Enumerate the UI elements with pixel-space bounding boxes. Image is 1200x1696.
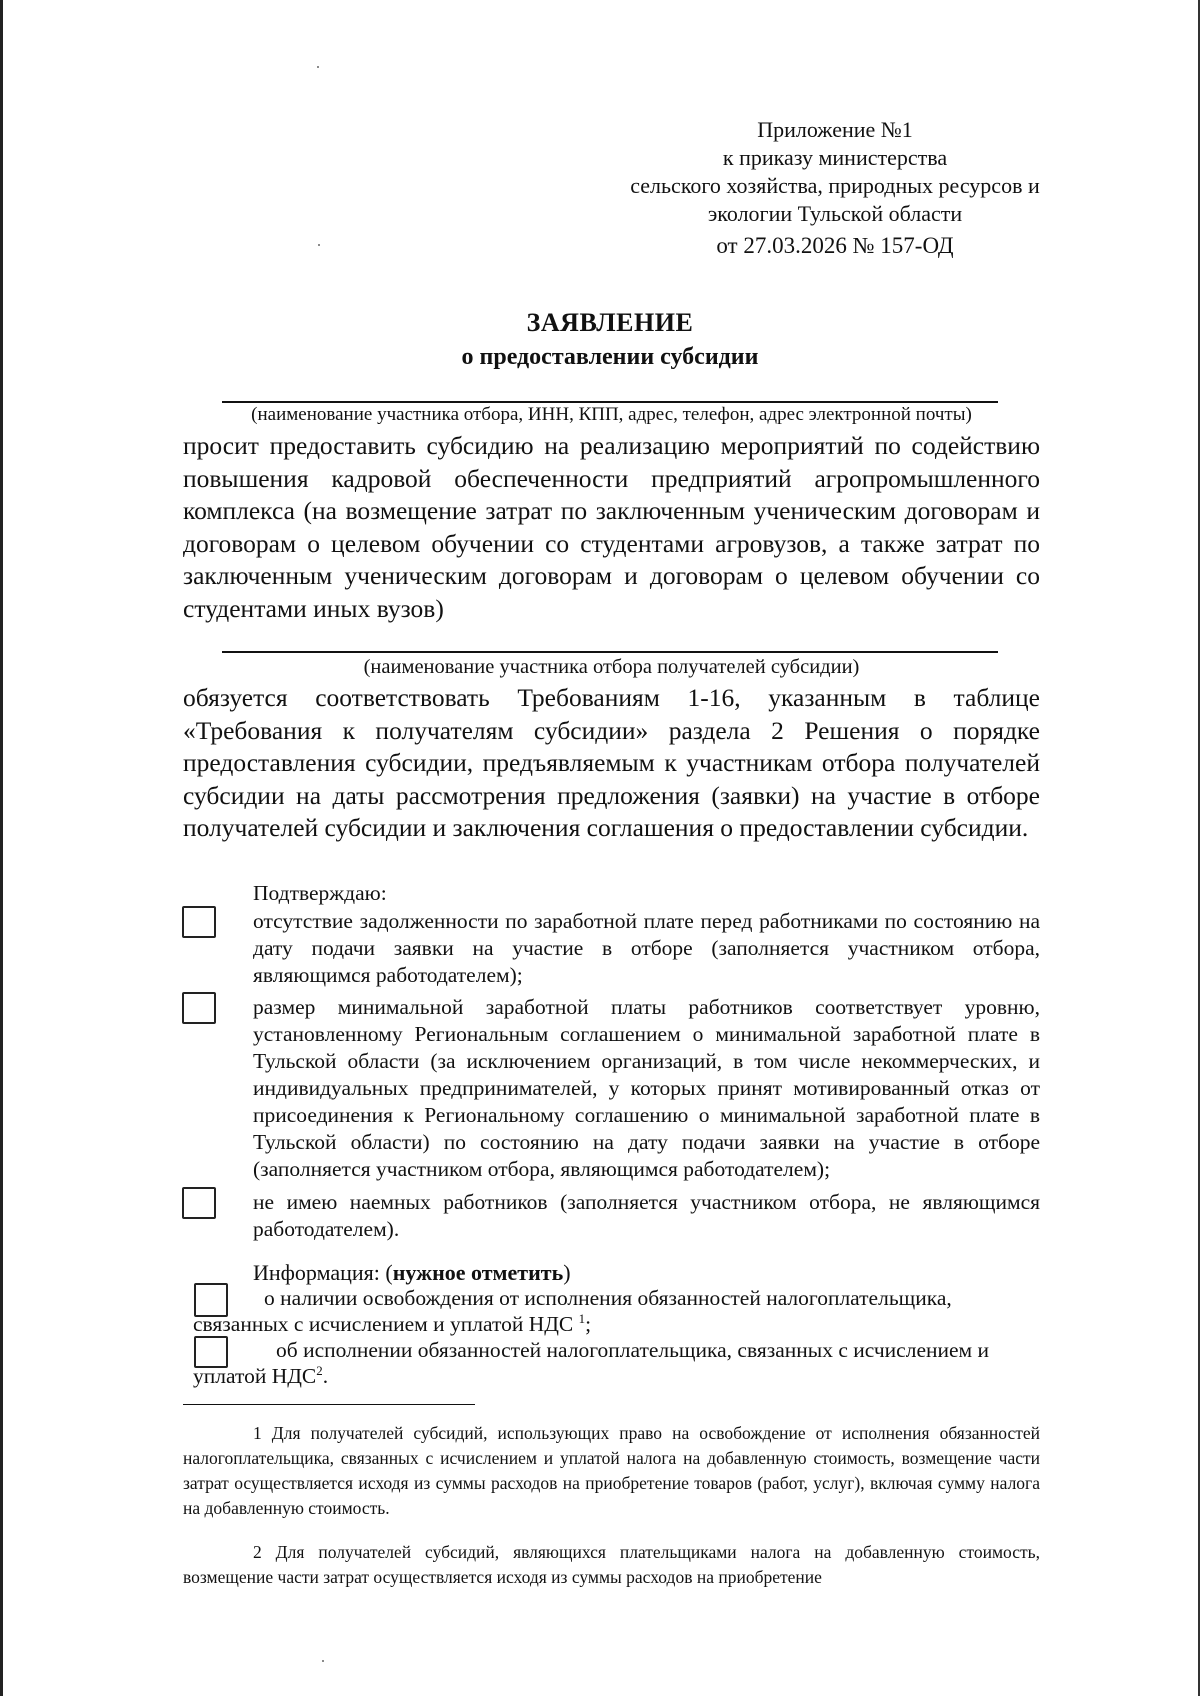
appendix-header	[600, 116, 1070, 260]
info-heading-bold: нужное отметить	[392, 1260, 564, 1285]
participant-fill-line[interactable]	[222, 651, 998, 653]
confirm-item-text: размер минимальной заработной платы работников соответствует уровню, установленному Региональным соглашением о минимальной заработной плате в Тульской области (за исключением организаций, в том числе некоммерческих, и индивидуальных предпринимателей, у которых принят мотивированный отказ от присоединения к Региональному соглашению о минимальной заработной плате в Тульской области) по состоянию на дату подачи заявки на участие в отборе (заполняется участником отбора, являющимся работодателем);	[253, 995, 1040, 1181]
vat-payer-line2	[193, 1363, 328, 1390]
vat-payer-tail: .	[322, 1364, 329, 1388]
applicant-caption: (наименование участника отбора, ИНН, КПП, адрес, телефон, адрес электронной почты)	[251, 404, 972, 425]
ministry-name-line1: сельского хозяйства, природных ресурсов и	[630, 173, 1040, 198]
info-heading	[253, 1259, 571, 1286]
confirm-item-text: не имею наемных работников (заполняется участником отбора, не являющимся работодателем).	[253, 1190, 1040, 1241]
request-paragraph: просит предоставить субсидию на реализацию мероприятий по содействию повышения кадровой обеспеченности предприятий агропромышленного комплекса (на возмещение затрат по заключенным ученическим договорам и договорам о целевом обучении со студентами агровузов, а также затрат по заключенным ученическим договорам и договорам о целевом обучении со студентами иных вузов)	[183, 431, 1040, 623]
confirm-item-no-wage-debt	[183, 908, 1040, 989]
vat-exemption-line1: о наличии освобождения от исполнения обязанностей налогоплательщика,	[264, 1286, 952, 1310]
order-reference: к приказу министерства	[722, 145, 948, 170]
applicant-fill-line[interactable]	[222, 401, 998, 403]
appendix-number: Приложение №1	[757, 117, 913, 142]
footnote-2: 2 Для получателей субсидий, являющихся плательщиками налога на добавленную стоимость, возмещение части затрат осуществляется исходя из суммы расходов на приобретение	[183, 1542, 1040, 1587]
title-main: ЗАЯВЛЕНИЕ	[526, 308, 694, 337]
footnote-1: 1 Для получателей субсидий, использующих право на освобождение от исполнения обязанностей налогоплательщика, связанных с исчислением и уплатой налога на добавленную стоимость, возмещение части затрат осуществляется исходя из суммы расходов на приобретение товаров (работ, услуг), включая сумму налога на добавленную стоимость.	[183, 1423, 1040, 1518]
info-heading-suffix: )	[563, 1260, 571, 1285]
confirm-item-no-employees	[183, 1189, 1040, 1243]
ministry-name-line2: экологии Тульской области	[707, 201, 963, 226]
info-heading-prefix: Информация: (	[253, 1260, 393, 1285]
footnote-separator	[183, 1404, 475, 1405]
vat-exemption-line2	[193, 1311, 591, 1338]
footnote-ref-1: 1	[578, 1311, 586, 1326]
vat-exemption-tail: ;	[585, 1312, 592, 1336]
confirm-heading: Подтверждаю:	[253, 881, 387, 905]
obligation-paragraph: обязуется соответствовать Требованиям 1-16, указанным в таблице «Требования к получателям субсидии» раздела 2 Решения о порядке предоставления субсидии, предъявляемым к участникам отбора получателей субсидии на даты рассмотрения предложения (заявки) на участие в отборе получателей субсидии и заключения соглашения о предоставлении субсидии.	[183, 683, 1040, 842]
scan-speck	[318, 244, 320, 246]
scan-speck	[317, 66, 319, 68]
vat-payer-line1: об исполнении обязанностей налогоплательщика, связанных с исчислением и	[276, 1338, 990, 1362]
confirm-item-text: отсутствие задолженности по заработной плате перед работниками по состоянию на дату подачи заявки на участие в отборе (заполняется участником отбора, являющимся работодателем);	[253, 909, 1040, 987]
order-date-number: от 27.03.2026 № 157-ОД	[716, 233, 954, 258]
vat-payer-line2-text: уплатой НДС	[193, 1364, 317, 1388]
scan-edge-left	[0, 0, 3, 1696]
footnote-ref-2: 2	[316, 1363, 323, 1378]
participant-caption: (наименование участника отбора получателей субсидии)	[363, 656, 860, 678]
confirm-item-min-wage	[183, 994, 1040, 1183]
document-title	[300, 306, 920, 374]
scan-speck	[322, 1660, 324, 1662]
title-sub: о предоставлении субсидии	[461, 344, 759, 370]
vat-exemption-line2-text: связанных с исчислением и уплатой НДС	[193, 1312, 579, 1336]
